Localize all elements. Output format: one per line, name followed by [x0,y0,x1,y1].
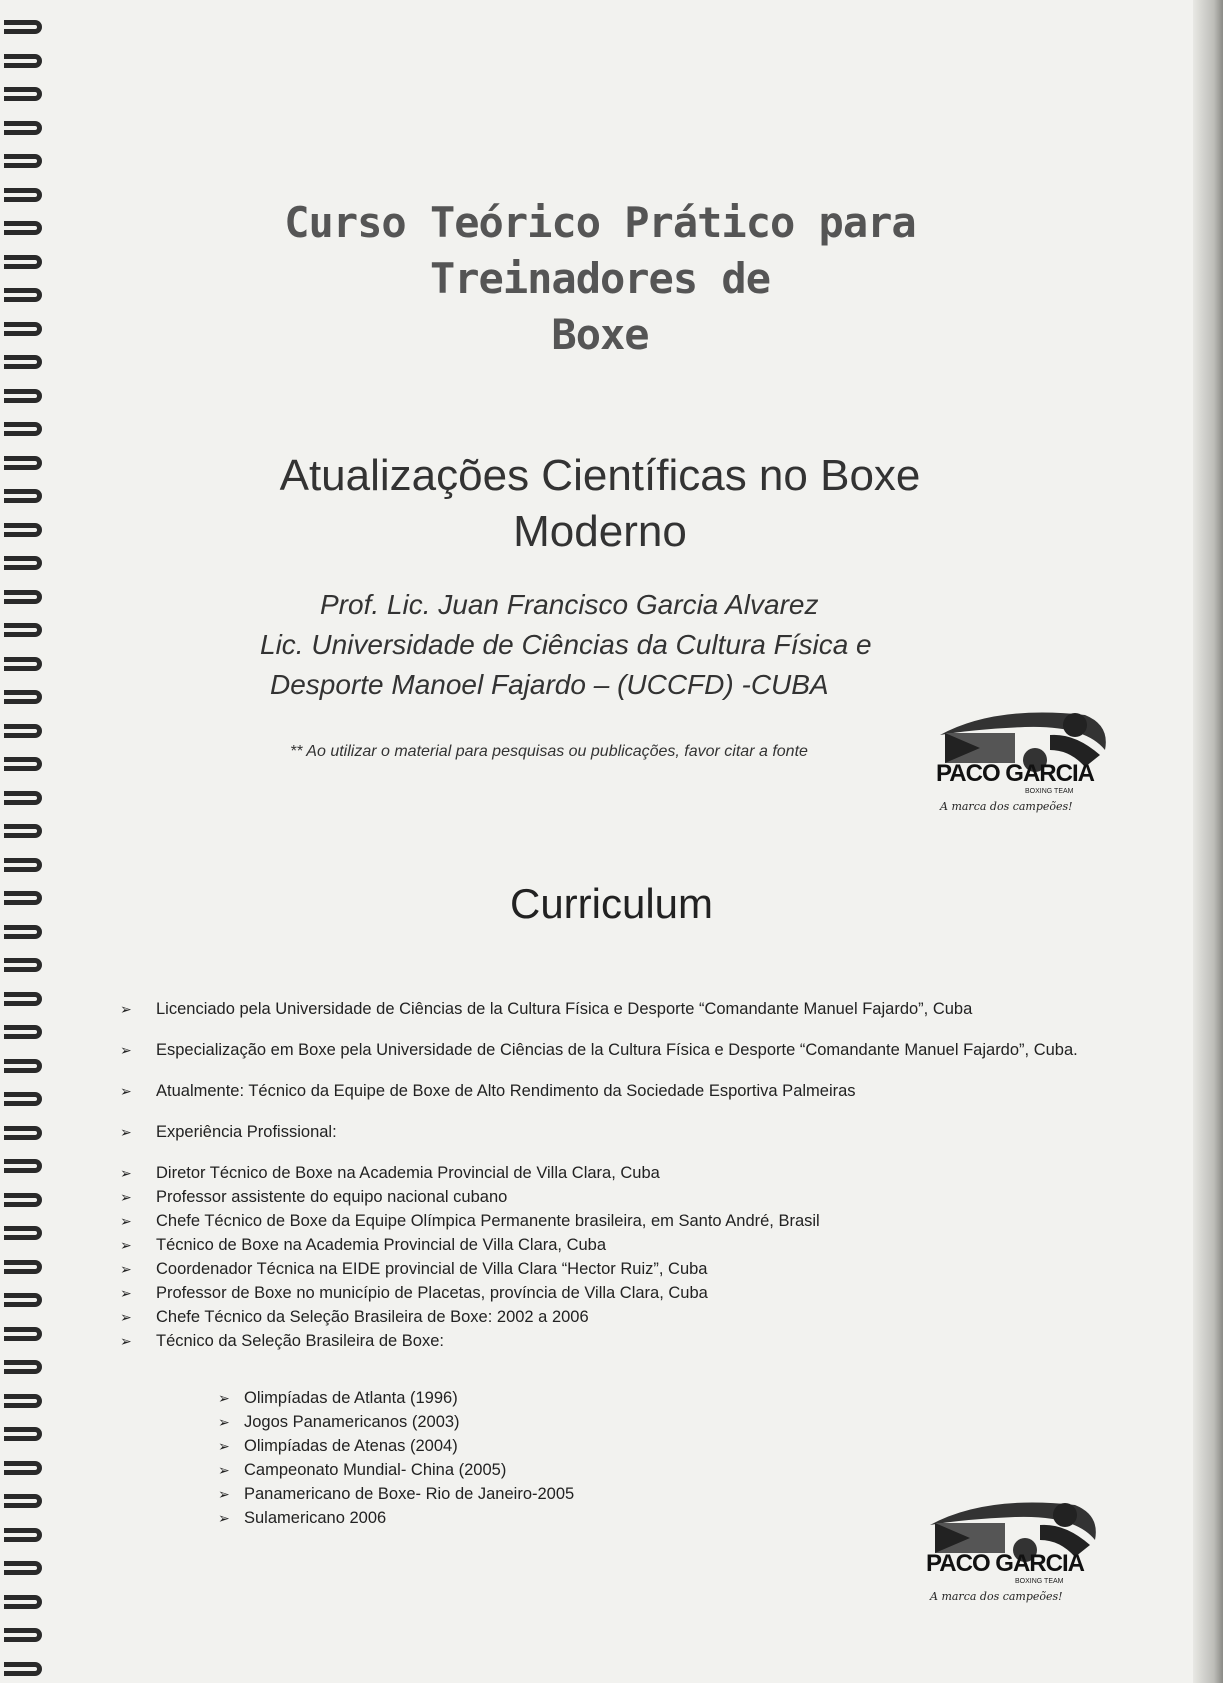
bullet-arrow-icon: ➢ [218,1486,230,1502]
experience-item: ➢ Professor assistente do equipo nacional cubano [120,1188,508,1206]
bullet-arrow-icon: ➢ [120,1333,132,1349]
binding-coil [4,1126,42,1140]
bullet-arrow-icon: ➢ [120,1189,132,1205]
binding-coil [4,1327,42,1341]
binding-coil [4,1528,42,1542]
binding-coil [4,523,42,537]
binding-coil [4,355,42,369]
bullet-arrow-icon: ➢ [218,1510,230,1526]
bullet-arrow-icon: ➢ [120,1124,132,1140]
binding-coil [4,1595,42,1609]
binding-coil [4,992,42,1006]
experience-item: ➢ Diretor Técnico de Boxe na Academia Provincial de Villa Clara, Cuba [120,1164,660,1182]
binding-coil [4,87,42,101]
binding-coil [4,1092,42,1106]
paco-garcia-logo-bottom [905,1490,1105,1610]
event-item: ➢ Campeonato Mundial- China (2005) [218,1458,1080,1482]
lecture-title-line1: Atualizações Científicas no Boxe [279,451,921,500]
lecture-title-line2: Moderno [513,507,687,556]
paco-garcia-logo-top [915,700,1115,820]
bullet-arrow-icon: ➢ [120,1261,132,1277]
experience-item: ➢ Chefe Técnico de Boxe da Equipe Olímpica Permanente brasileira, em Santo André, Brasil [120,1212,820,1230]
binding-coil [4,1628,42,1642]
binding-coil [4,1662,42,1676]
binding-coil [4,255,42,269]
author-block [240,585,980,705]
author-affiliation-2: Desporte Manoel Fajardo – (UCCFD) -CUBA [270,669,829,700]
author-name: Prof. Lic. Juan Francisco Garcia Alvarez [320,589,819,620]
binding-coil [4,791,42,805]
binding-coil [4,590,42,604]
binding-coil [4,389,42,403]
event-item: ➢ Olimpíadas de Atlanta (1996) [218,1386,1080,1410]
binding-coil [4,221,42,235]
bullet-arrow-icon: ➢ [120,1237,132,1253]
bullet-arrow-icon: ➢ [218,1414,230,1430]
course-title-line1: Curso Teórico Prático para Treinadores de [284,198,916,303]
bullet-arrow-icon: ➢ [120,1042,132,1058]
binding-coil [4,1461,42,1475]
logo-slogan: A marca dos campeões! [930,1590,1063,1603]
binding-coil [4,1159,42,1173]
event-item: ➢ Jogos Panamericanos (2003) [218,1410,1080,1434]
binding-coil [4,724,42,738]
lecture-title [230,448,970,560]
bullet-arrow-icon: ➢ [218,1462,230,1478]
binding-coil [4,1394,42,1408]
experience-item: ➢ Coordenador Técnica na EIDE provincial de Villa Clara “Hector Ruiz”, Cuba [120,1260,708,1278]
binding-coil [4,1193,42,1207]
binding-coil [4,422,42,436]
binding-coil [4,1260,42,1274]
binding-coil [4,556,42,570]
binding-coil [4,1427,42,1441]
bullet-arrow-icon: ➢ [120,1213,132,1229]
binding-coil [4,657,42,671]
course-title-line2: Boxe [551,310,649,359]
binding-coil [4,1025,42,1039]
bullet-arrow-icon: ➢ [218,1390,230,1406]
binding-coil [4,757,42,771]
binding-coil [4,288,42,302]
spiral-binding [0,0,52,1683]
binding-coil [4,188,42,202]
binding-coil [4,824,42,838]
logo-team: BOXING TEAM [1015,1578,1064,1585]
event-item: ➢ Sulamericano 2006 [218,1506,1080,1530]
binding-coil [4,1226,42,1240]
bullet-arrow-icon: ➢ [120,1165,132,1181]
author-affiliation-1: Lic. Universidade de Ciências da Cultura Física e [260,629,872,660]
experience-item: ➢ Técnico da Seleção Brasileira de Boxe: [120,1332,444,1350]
bullet-arrow-icon: ➢ [120,1285,132,1301]
binding-coil [4,1059,42,1073]
event-item: ➢ Panamericano de Boxe- Rio de Janeiro-2005 [218,1482,1080,1506]
bullet-arrow-icon: ➢ [120,1001,132,1017]
section-title: Curriculum [509,880,714,927]
event-item: ➢ Olimpíadas de Atenas (2004) [218,1434,1080,1458]
bullet-arrow-icon: ➢ [120,1083,132,1099]
citation-note: ** Ao utilizar o material para pesquisas ou publicações, favor citar a fonte [290,743,808,760]
bullet-arrow-icon: ➢ [120,1309,132,1325]
binding-coil [4,1360,42,1374]
logo-team: BOXING TEAM [1025,788,1074,795]
curriculum-list [120,1000,1080,1530]
binding-coil [4,54,42,68]
binding-coil [4,121,42,135]
binding-coil [4,958,42,972]
course-title [200,195,1000,363]
binding-coil [4,1293,42,1307]
experience-item: ➢ Técnico de Boxe na Academia Provincial de Villa Clara, Cuba [120,1236,607,1254]
binding-coil [4,1561,42,1575]
binding-coil [4,322,42,336]
list-item: ➢ Experiência Profissional: [120,1123,337,1141]
list-item: ➢ Atualmente: Técnico da Equipe de Boxe de Alto Rendimento da Sociedade Esportiva Palmeiras [120,1082,856,1100]
experience-item: ➢ Professor de Boxe no município de Placetas, província de Villa Clara, Cuba [120,1284,708,1302]
list-item: ➢ Especialização em Boxe pela Universidade de Ciências de la Cultura Física e Desporte “Comandante Manuel Fajardo”, Cuba. [120,1041,1078,1059]
binding-coil [4,623,42,637]
bullet-arrow-icon: ➢ [218,1438,230,1454]
binding-coil [4,1494,42,1508]
binding-coil [4,690,42,704]
binding-coil [4,154,42,168]
binding-coil [4,456,42,470]
binding-coil [4,489,42,503]
experience-item: ➢ Chefe Técnico da Seleção Brasileira de Boxe: 2002 a 2006 [120,1308,589,1326]
list-item: ➢ Licenciado pela Universidade de Ciências de la Cultura Física e Desporte “Comandante Manuel Fajardo”, Cuba [120,1000,973,1018]
logo-brand: PACO GARCIA [936,760,1094,787]
logo-slogan: A marca dos campeões! [940,800,1073,813]
binding-coil [4,858,42,872]
binding-coil [4,20,42,34]
logo-brand: PACO GARCIA [926,1550,1084,1577]
